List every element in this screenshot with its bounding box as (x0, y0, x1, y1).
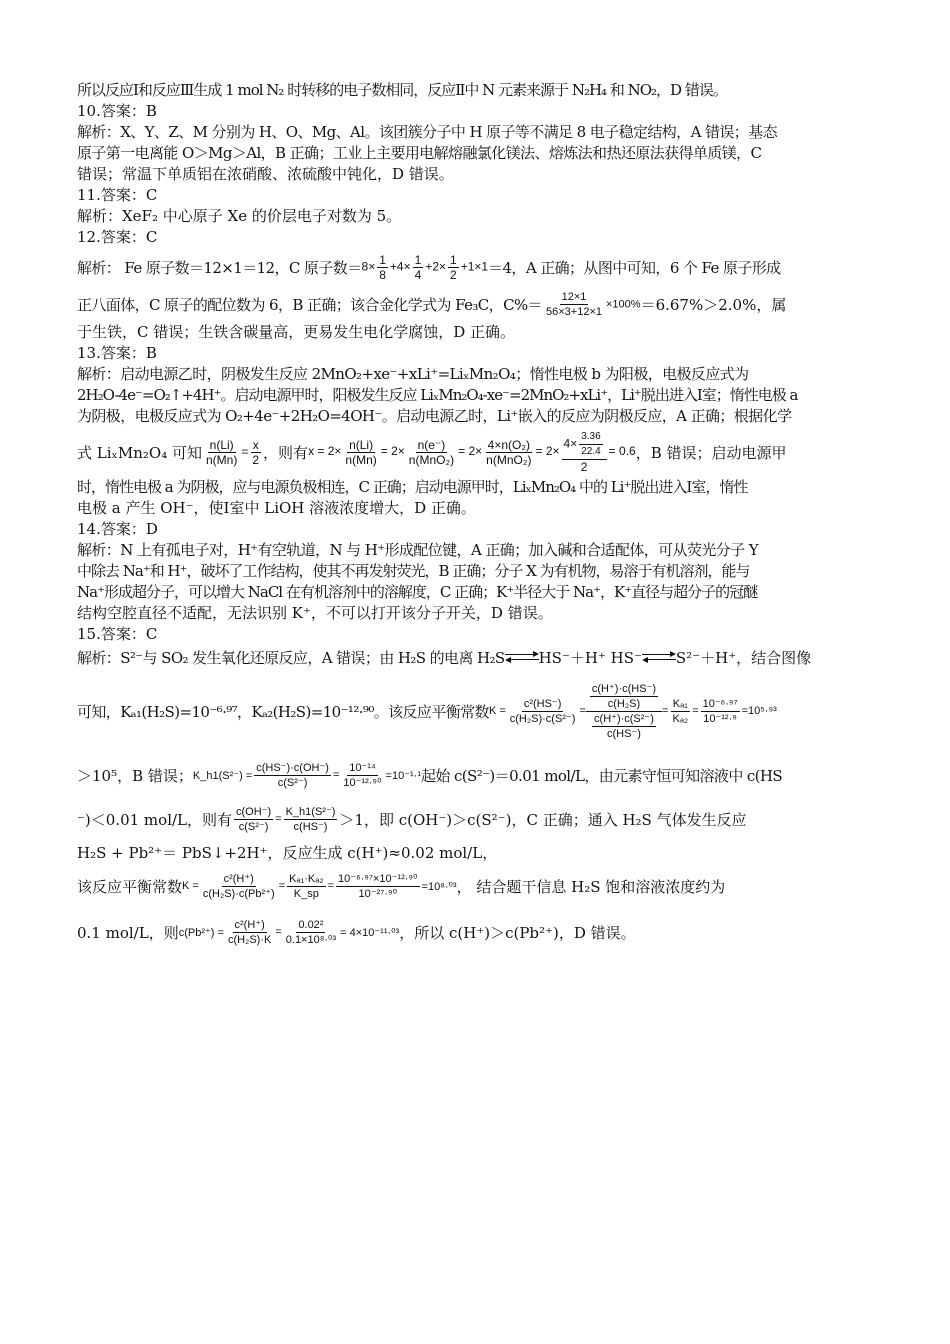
formula-line (77, 669, 867, 753)
text-line: 解析：启动电源乙时，阴极发生反应 2MnO₂+xe⁻+xLi⁺=LiₓMn₂O₄；惰性电极 b 为阳极，电极反应式为 (77, 365, 749, 383)
text-segment: 正八面体，C 原子的配位数为 6，B 正确；该合金化学式为 Fe₃C，C%＝ (77, 295, 543, 314)
text-line: 为阴极，电极反应式为 O₂+4e⁻+2H₂O=4OH⁻。启动电源乙时，Li⁺嵌入的反应为阴极反应，A 正确；根据化学 (77, 407, 792, 425)
answer-heading-12: 12.答案：C (77, 228, 158, 246)
carbon-percent-formula: $\frac{12\times 1}{56\times 3+12\times 1}$ ×100% (546, 290, 641, 318)
answer-heading-10: 10.答案：B (77, 102, 157, 120)
answer-heading-15: 15.答案：C (77, 625, 158, 643)
equilibrium-arrow-icon (505, 651, 539, 663)
text-line: 解析：X、Y、Z、M 分别为 H、O、Mg、Al。该团簇分子中 H 原子等不满足 8 电子稳定结构，A 错误；基态 (77, 123, 777, 141)
text-segment: ＝4，A 正确；从图中可知，6 个 Fe 原子形成 (488, 258, 781, 277)
text-segment: HS⁻＋H⁺ HS⁻ (538, 648, 642, 667)
formula-line (77, 427, 867, 477)
text-segment: 起始 c(S²⁻)＝0.01 mol/L，由元素守恒可知溶液中 c(HS (421, 766, 783, 785)
answer-heading-11: 11.答案：C (77, 186, 158, 204)
x-value-formula: x = 2× $\frac{n(Li)}{n(Mn)}$ = 2× $\frac{n(e^-)}{\text{n(MnO₂)}}$ = 2× $\frac{\text{4×n(O₂)}}{\text{n(MnO₂)}}$ = 2× 4× $\frac{3.36}{22.4}$ 2 = 0.6 (308, 431, 636, 474)
document-page (77, 80, 867, 956)
text-segment: 式 LiₓMn₂O₄ 可知 (77, 443, 202, 462)
text-segment: ＞1，即 c(OH⁻)＞c(S²⁻)，C 正确；通入 H₂S 气体发生反应 (339, 810, 747, 829)
formula-line (77, 248, 867, 286)
text-segment: 可知，Kₐ₁(H₂S)=10⁻⁶·⁹⁷，Kₐ₂(H₂S)=10⁻¹²·⁹⁰。该反应平衡常数 (77, 702, 489, 721)
text-segment: ， 结合题干信息 H₂S 饱和溶液浓度约为 (456, 877, 726, 896)
formula-line (77, 908, 867, 956)
text-line: 解析：XeF₂ 中心原子 Xe 的价层电子对数为 5。 (77, 207, 402, 225)
formula-line (77, 797, 867, 841)
equilibrium-arrow-icon (642, 651, 676, 663)
text-line: 中除去 Na⁺和 H⁺，破坏了工作结构，使其不再发射荧光，B 正确；分子 X 为有机物，易溶于有机溶剂，能与 (77, 562, 750, 580)
precipitation-constant-formula: K = $\frac{\text{c²(H⁺)}}{\text{c(H₂S)·c(Pb²⁺)}}$ = $\frac{\text{Kₐ₁·Kₐ₂}}{K\_sp}$ = $\frac{\text{10⁻⁶·⁹⁷×10⁻¹²·⁹⁰}}{\text{10⁻²⁷·⁹⁰}}$ =10⁸·⁰³ (182, 872, 457, 900)
equilibrium-constant-formula: K = $\frac{\text{c²(HS⁻)}}{\text{c(H₂S)·c(S²⁻)}}$ = $\frac{\frac{c(H^+)\cdot c(HS^-)}{\text{c(H₂S)}}}{\frac{\text{c(H⁺)·c(S²⁻)}}{c(HS^-)}}$ = $\frac{\text{Kₐ₁}}{\text{Kₐ₂}}$ = $\frac{\text{10⁻⁶·⁹⁷}}{\text{10⁻¹²·⁹}}$ =10⁵·⁹³ (488, 682, 777, 740)
text-line: 原子第一电离能 O＞Mg＞Al，B 正确；工业上主要用电解熔融氯化镁法、熔炼法和热还原法获得单质镁，C (77, 144, 762, 162)
text-line: 电极 a 产生 OH⁻，使Ⅰ室中 LiOH 溶液浓度增大，D 正确。 (77, 499, 476, 517)
text-line: H₂S + Pb²⁺＝ PbS↓+2H⁺，反应生成 c(H⁺)≈0.02 mol/L， (77, 844, 498, 862)
text-line: Na⁺形成超分子，可以增大 NaCl 在有机溶剂中的溶解度，C 正确；K⁺半径大于 Na⁺，K⁺直径与超分子的冠醚 (77, 583, 758, 601)
hydrolysis-constant-formula: K_h1(S²⁻) = $\frac{c(HS^-)\cdot c(OH^-)}{\text{c(S²⁻)}}$ = $\frac{\text{10⁻¹⁴}}{\text{10⁻¹²·⁹⁰}}$ =10⁻¹·¹ (192, 761, 421, 789)
text-segment: 该反应平衡常数 (77, 877, 183, 896)
concentration-ratio-formula: $\frac{c(OH^-)}{\text{c(S²⁻)}}$ = $\frac{\text{K\_h1(S²⁻)}}{c(HS^-)}$ (236, 805, 336, 833)
lead-concentration-formula: c(Pb²⁺) = $\frac{\text{c²(H⁺)}}{\text{c(H₂S)·K}}$ = $\frac{\text{0.02²}}{\text{0.1×10⁸·⁰³}}$ = 4×10⁻¹¹·⁰³ (178, 918, 400, 946)
text-line: 所以反应Ⅰ和反应Ⅲ生成 1 mol N₂ 时转移的电子数相同，反应Ⅱ中 N 元素来源于 N₂H₄ 和 NO₂，D 错误。 (77, 81, 727, 99)
text-segment: ＝6.67%＞2.0%，属 (640, 295, 787, 314)
text-line: 结构空腔直径不适配，无法识别 K⁺，不可以打开该分子开关，D 错误。 (77, 604, 553, 622)
text-segment: ⁻)＜0.01 mol/L，则有 (77, 810, 233, 829)
text-line: 时，惰性电极 a 为阴极，应与电源负极相连，C 正确；启动电源甲时，LiₓMn₂O₄ 中的 Li⁺脱出进入Ⅰ室，惰性 (77, 478, 748, 496)
text-line: 于生铁，C 错误；生铁含碳量高，更易发生电化学腐蚀，D 正确。 (77, 323, 516, 341)
text-segment: 0.1 mol/L，则 (77, 923, 179, 942)
text-segment: ＞10⁵，B 错误； (77, 766, 193, 785)
answer-heading-13: 13.答案：B (77, 344, 157, 362)
formula-line (77, 864, 867, 908)
text-segment: ，则有 (263, 443, 309, 462)
formula-line (77, 645, 867, 669)
formula-line (77, 286, 867, 322)
text-line: 解析：N 上有孤电子对，H⁺有空轨道，N 与 H⁺形成配位键，A 正确；加入碱和合适配体，可从荧光分子 Y (77, 541, 759, 559)
text-segment: ，所以 c(H⁺)＞c(Pb²⁺)，D 错误。 (399, 923, 636, 942)
text-segment: 解析： Fe 原子数＝12×1＝12，C 原子数＝ (77, 258, 362, 277)
ratio-formula: $\frac{n(Li)}{n(Mn)}$ = $\frac{x}{2}$ (206, 437, 260, 467)
formula-line (77, 753, 867, 797)
text-line: 错误；常温下单质铝在浓硝酸、浓硫酸中钝化，D 错误。 (77, 165, 454, 183)
text-segment: ，B 错误；启动电源甲 (635, 443, 787, 462)
text-segment: S²⁻＋H⁺，结合图像 (675, 648, 812, 667)
atom-count-formula: 8× $\frac{1}{8}$ +4× $\frac{1}{4}$ +2× $\frac{1}{2}$ +1×1 (361, 252, 489, 282)
text-line: 2H₂O-4e⁻=O₂↑+4H⁺。启动电源甲时，阳极发生反应 LiₓMn₂O₄-xe⁻=2MnO₂+xLi⁺，Li⁺脱出进入Ⅰ室；惰性电极 a (77, 386, 798, 404)
answer-heading-14: 14.答案：D (77, 520, 158, 538)
text-segment: 解析：S²⁻与 SO₂ 发生氧化还原反应，A 错误；由 H₂S 的电离 H₂S (77, 648, 505, 667)
